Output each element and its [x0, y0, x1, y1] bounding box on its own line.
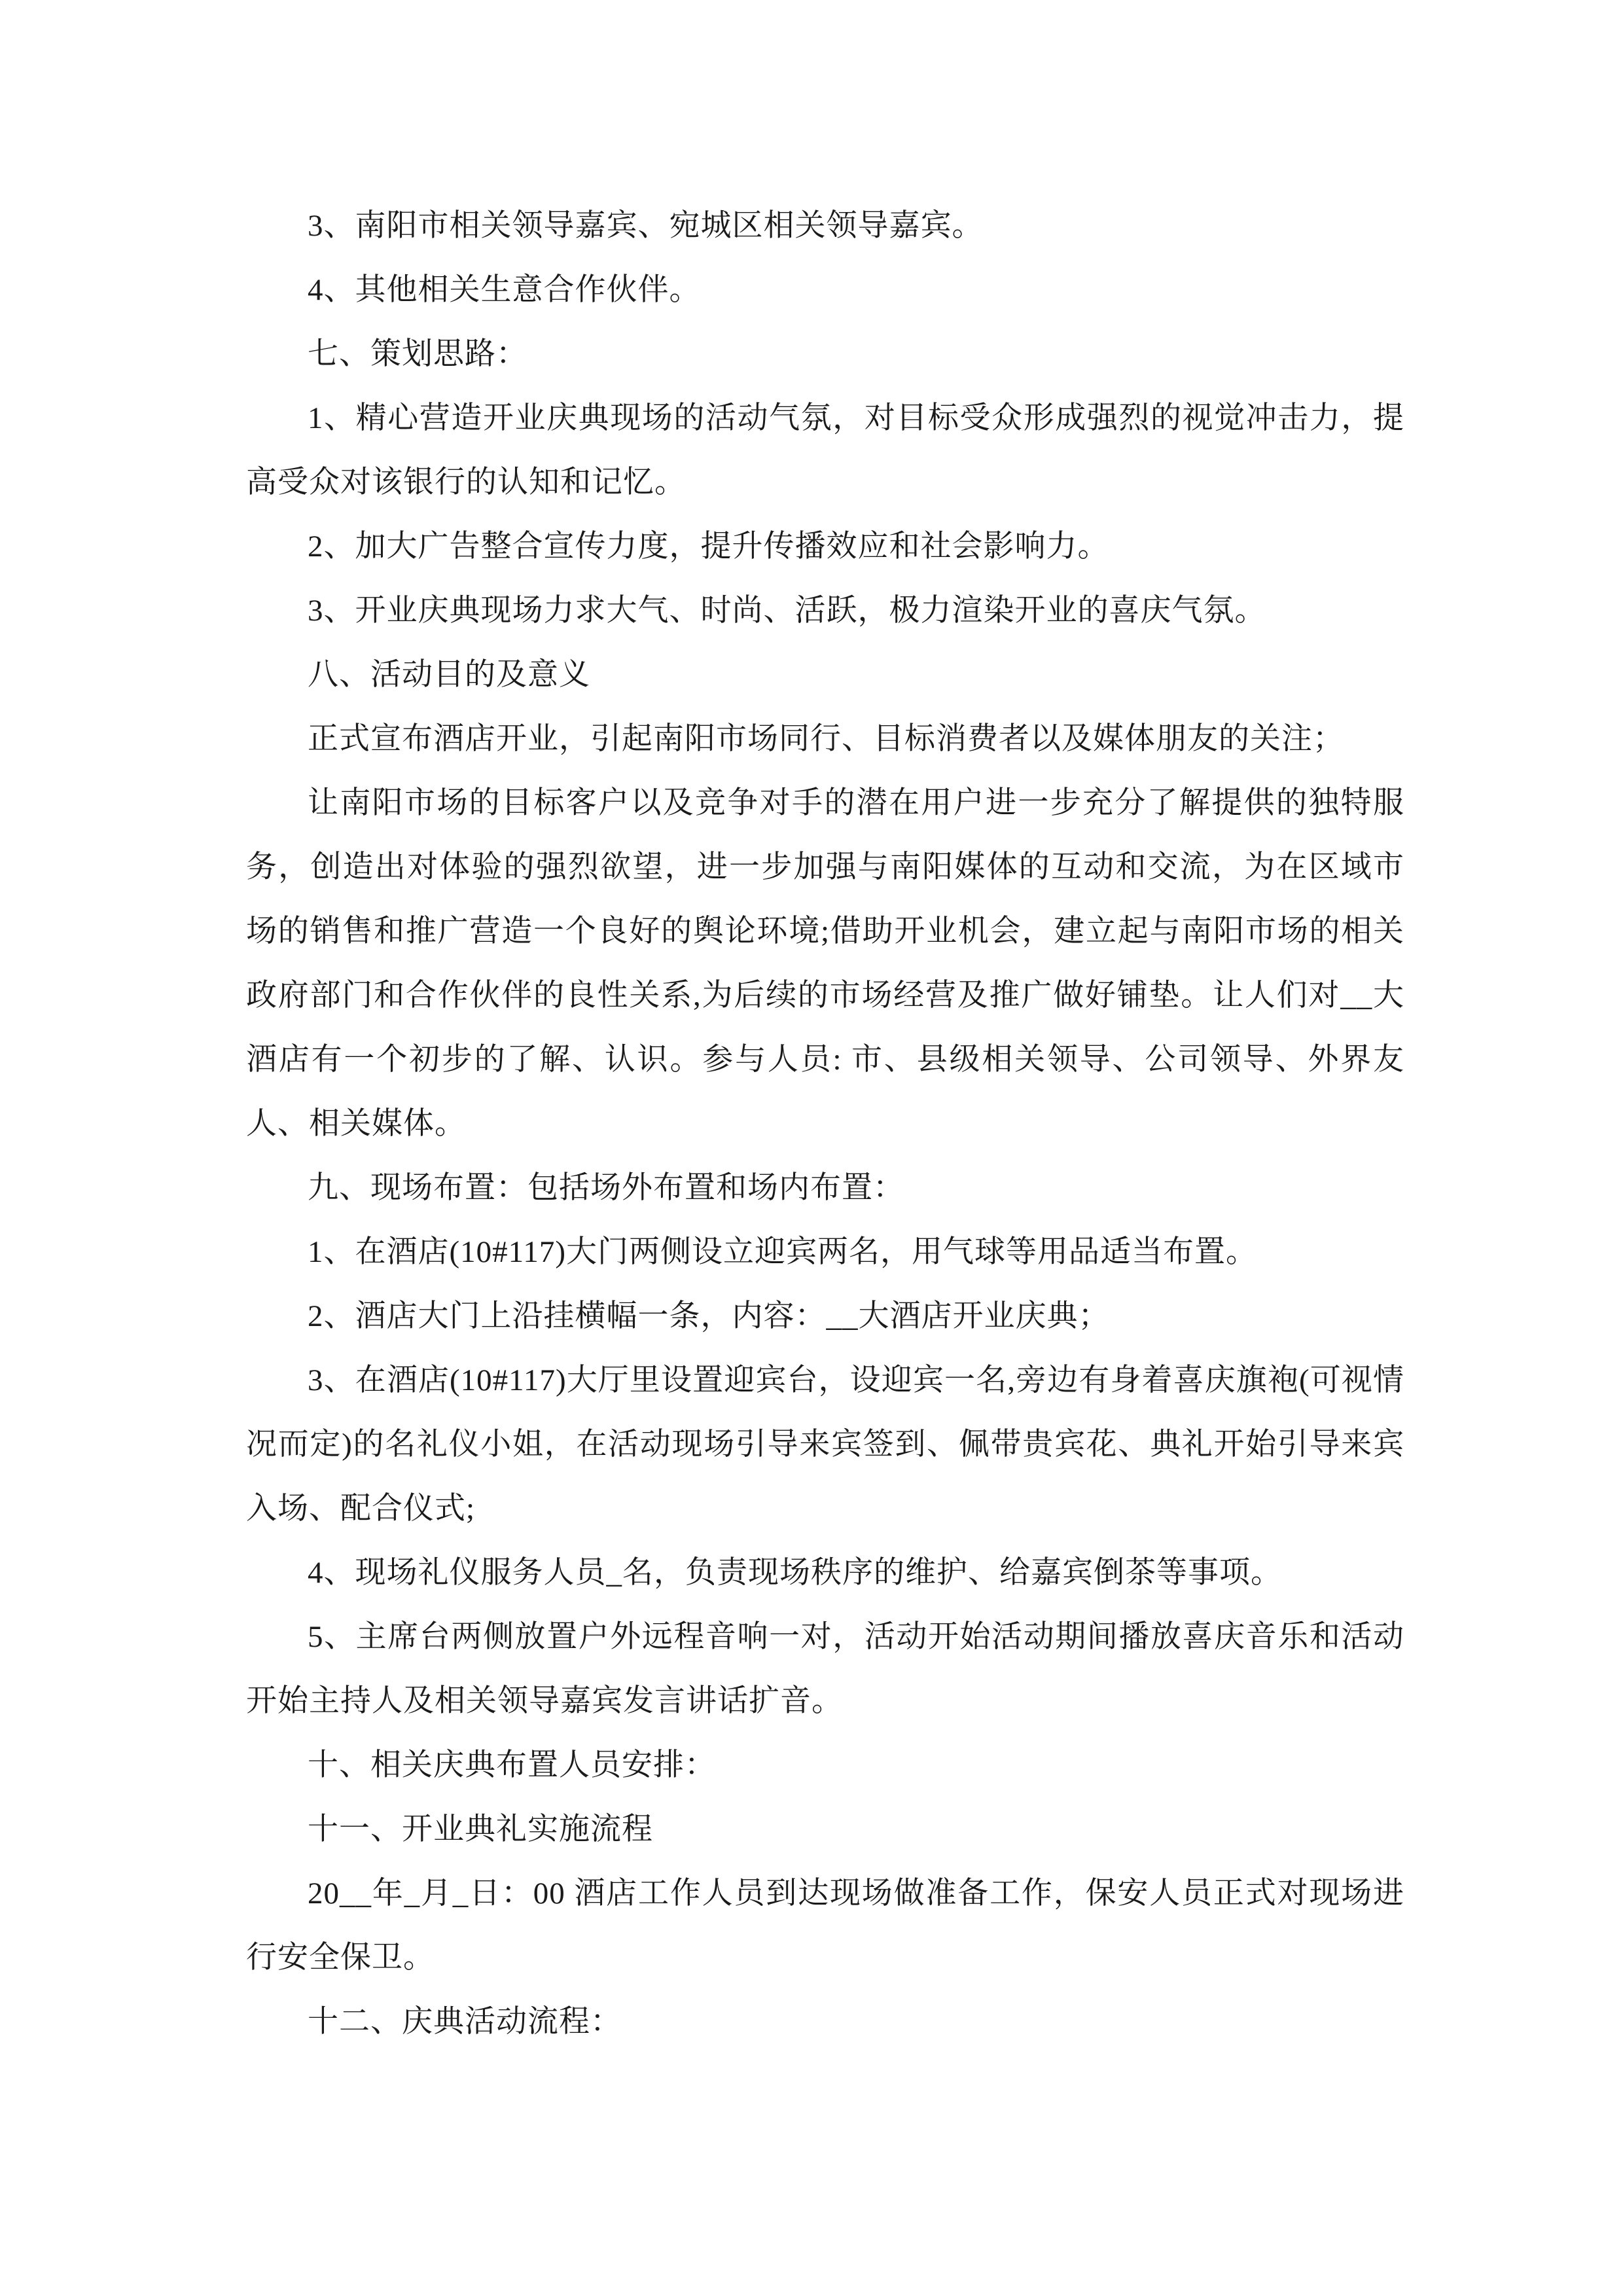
paragraph: 20__年_月_日：00 酒店工作人员到达现场做准备工作，保安人员正式对现场进行安全保卫。 — [246, 1876, 1404, 1975]
paragraph: 2、酒店大门上沿挂横幅一条，内容：__大酒店开业庆典； — [308, 1299, 1110, 1333]
section-heading: 十一、开业典礼实施流程 — [308, 1812, 653, 1846]
paragraph: 4、现场礼仪服务人员_名，负责现场秩序的维护、给嘉宾倒茶等事项。 — [308, 1556, 1282, 1590]
paragraph: 让南阳市场的目标客户以及竞争对手的潜在用户进一步充分了解提供的独特服务，创造出对体验的强烈欲望，进一步加强与南阳媒体的互动和交流，为在区域市场的销售和推广营造一个良好的舆论环境;借助开业机会，建立起与南阳市场的相关政府部门和合作伙伴的良性关系,为后续的市场经营及推广做好铺垫。让人们对__大酒店有一个初步的了解、认识。参与人员: 市、县级相关领导、公司领导、外界友人、相关媒体。 — [246, 786, 1404, 1141]
paragraph: 1、精心营造开业庆典现场的活动气氛，对目标受众形成强烈的视觉冲击力，提高受众对该银行的认知和记忆。 — [246, 401, 1404, 499]
paragraph: 3、开业庆典现场力求大气、时尚、活跃，极力渲染开业的喜庆气氛。 — [308, 594, 1266, 628]
document-body — [246, 194, 1404, 2054]
section-heading: 八、活动目的及意义 — [308, 658, 590, 692]
paragraph: 3、南阳市相关领导嘉宾、宛城区相关领导嘉宾。 — [308, 209, 984, 243]
paragraph: 1、在酒店(10#117)大门两侧设立迎宾两名，用气球等用品适当布置。 — [308, 1235, 1258, 1269]
paragraph: 3、在酒店(10#117)大厅里设置迎宾台，设迎宾一名,旁边有身着喜庆旗袍(可视情况而定)的名礼仪小姐，在活动现场引导来宾签到、佩带贵宾花、典礼开始引导来宾入场、配合仪式; — [246, 1363, 1404, 1526]
paragraph: 4、其他相关生意合作伙伴。 — [308, 273, 701, 307]
paragraph: 正式宣布酒店开业，引起南阳市场同行、目标消费者以及媒体朋友的关注； — [308, 722, 1344, 756]
section-heading: 十、相关庆典布置人员安排： — [308, 1748, 716, 1782]
section-heading: 七、策划思路： — [308, 337, 527, 371]
paragraph: 2、加大广告整合宣传力度，提升传播效应和社会影响力。 — [308, 529, 1109, 564]
section-heading: 九、现场布置：包括场外布置和场内布置： — [308, 1171, 904, 1205]
paragraph: 5、主席台两侧放置户外远程音响一对，活动开始活动期间播放喜庆音乐和活动开始主持人及相关领导嘉宾发言讲话扩音。 — [246, 1620, 1404, 1718]
section-heading: 十二、庆典活动流程： — [308, 2005, 622, 2039]
